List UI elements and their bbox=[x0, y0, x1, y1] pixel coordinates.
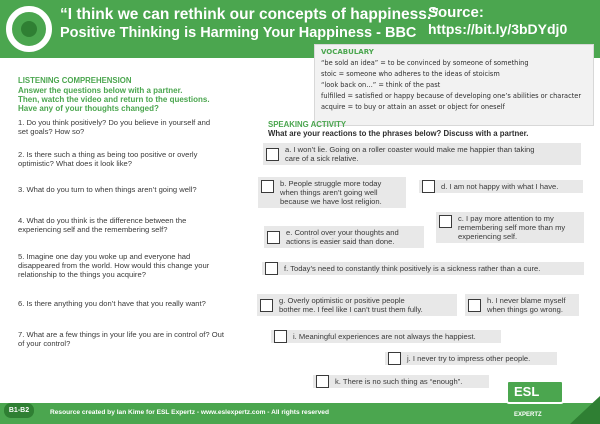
question-line: 7. What are a few things in your life you are in control of? Out bbox=[18, 330, 224, 339]
question-line: 4. What do you think is the difference between the bbox=[18, 216, 187, 225]
footer-credit: Resource created by Ian Kime for ESL Expertz - www.eslexpertz.com - All rights reserved bbox=[50, 409, 329, 416]
phrase-line: because we have lost religion. bbox=[280, 197, 382, 206]
phrase-b bbox=[258, 177, 406, 208]
brand-logo bbox=[506, 380, 564, 418]
page-subtitle: Positive Thinking is Harming Your Happiness - BBC bbox=[60, 25, 417, 41]
question-4 bbox=[18, 216, 186, 234]
phrase-line: e. Control over your thoughts and bbox=[286, 228, 399, 237]
phrase-h-checkbox[interactable] bbox=[468, 299, 481, 312]
phrase-e bbox=[264, 226, 424, 248]
phrase-d-checkbox[interactable] bbox=[422, 180, 435, 193]
instruction-line: Answer the questions below with a partner. bbox=[18, 86, 183, 95]
vocabulary-box bbox=[314, 44, 594, 126]
phrase-f bbox=[262, 262, 584, 275]
question-line: set goals? How so? bbox=[18, 127, 85, 136]
listening-instructions bbox=[18, 86, 210, 113]
phrase-line: g. Overly optimistic or positive people bbox=[279, 296, 405, 305]
phrase-a bbox=[263, 143, 581, 165]
source-label: Source: bbox=[428, 4, 484, 21]
phrase-j-checkbox[interactable] bbox=[388, 352, 401, 365]
phrase-i bbox=[271, 330, 501, 343]
question-3 bbox=[18, 185, 197, 194]
question-line: optimistic? What does it look like? bbox=[18, 159, 132, 168]
page-title: “I think we can rethink our concepts of happiness.” bbox=[60, 6, 439, 23]
vocabulary-item: “be sold an idea” = to be convinced by someone of something bbox=[321, 59, 529, 67]
phrase-line: i. Meaningful experiences are not always the happiest. bbox=[293, 332, 476, 341]
phrase-d bbox=[419, 180, 583, 193]
question-line: 5. Imagine one day you woke up and everyone had bbox=[18, 252, 191, 261]
question-line: 1. Do you think positively? Do you believe in yourself and bbox=[18, 118, 211, 127]
phrase-g bbox=[257, 294, 457, 316]
instruction-line: Have any of your thoughts changed? bbox=[18, 104, 159, 113]
phrase-i-checkbox[interactable] bbox=[274, 330, 287, 343]
phrase-b-checkbox[interactable] bbox=[261, 180, 274, 193]
question-line: 2. Is there such a thing as being too positive or overly bbox=[18, 150, 198, 159]
question-6 bbox=[18, 299, 206, 308]
question-2 bbox=[18, 150, 197, 168]
phrase-g-checkbox[interactable] bbox=[260, 299, 273, 312]
phrase-h bbox=[465, 294, 579, 316]
question-line: experiencing self and the remembering self? bbox=[18, 225, 168, 234]
phrase-line: d. I am not happy with what I have. bbox=[441, 182, 559, 191]
phrase-c bbox=[436, 212, 584, 243]
phrase-j bbox=[385, 352, 557, 365]
phrase-line: remembering self more than my bbox=[458, 223, 566, 232]
phrase-line: c. I pay more attention to my bbox=[458, 214, 554, 223]
question-5 bbox=[18, 252, 209, 279]
vocabulary-item: acquire = to buy or attain an asset or object for oneself bbox=[321, 103, 505, 111]
question-7 bbox=[18, 330, 224, 348]
phrase-line: experiencing self. bbox=[458, 232, 518, 241]
vocabulary-title: VOCABULARY bbox=[321, 48, 374, 56]
phrase-e-checkbox[interactable] bbox=[267, 231, 280, 244]
phrase-line: h. I never blame myself bbox=[487, 296, 566, 305]
question-line: disappeared from the world. How would this change your bbox=[18, 261, 210, 270]
question-line: 6. Is there anything you don’t have that you really want? bbox=[18, 299, 206, 308]
instruction-line: Then, watch the video and return to the questions. bbox=[18, 95, 210, 104]
phrase-k-checkbox[interactable] bbox=[316, 375, 329, 388]
speaking-prompt: What are your reactions to the phrases below? Discuss with a partner. bbox=[268, 129, 529, 138]
phrase-line: actions is easier said than done. bbox=[286, 237, 395, 246]
listening-title: LISTENING COMPREHENSION bbox=[18, 76, 132, 85]
phrase-line: bother me. I feel like I can’t trust them fully. bbox=[279, 305, 423, 314]
phrase-line: a. I won’t lie. Going on a roller coaster would make me happier than taking bbox=[285, 145, 535, 154]
phrase-line: k. There is no such thing as “enough”. bbox=[335, 377, 463, 386]
phrase-k bbox=[313, 375, 489, 388]
question-line: of your control? bbox=[18, 339, 71, 348]
vocabulary-item: stoic = someone who adheres to the ideas of stoicism bbox=[321, 70, 500, 78]
phrase-line: f. Today’s need to constantly think positively is a sickness rather than a cure. bbox=[284, 264, 541, 273]
phrase-line: b. People struggle more today bbox=[280, 179, 382, 188]
vocabulary-item: fulfilled = satisfied or happy because of developing one’s abilities or character bbox=[321, 92, 582, 100]
phrase-line: j. I never try to impress other people. bbox=[407, 354, 531, 363]
phrase-c-checkbox[interactable] bbox=[439, 215, 452, 228]
level-badge: B1-B2 bbox=[4, 403, 34, 418]
question-line: 3. What do you turn to when things aren’t going well? bbox=[18, 185, 197, 194]
phrase-f-checkbox[interactable] bbox=[265, 262, 278, 275]
vocabulary-item: “look back on…” = think of the past bbox=[321, 81, 441, 89]
question-1 bbox=[18, 118, 210, 136]
phrase-a-checkbox[interactable] bbox=[266, 148, 279, 161]
question-line: relationship to the things you acquire? bbox=[18, 270, 146, 279]
brand-main: ESL bbox=[514, 384, 540, 399]
phrase-line: when things go wrong. bbox=[487, 305, 563, 314]
speaking-title: SPEAKING ACTIVITY bbox=[268, 120, 347, 129]
source-link[interactable]: https://bit.ly/3bDYdj0 bbox=[428, 21, 568, 37]
logo-icon bbox=[6, 6, 52, 52]
brand-sub: EXPERTZ bbox=[514, 412, 542, 418]
phrase-line: when things aren’t going well bbox=[280, 188, 378, 197]
phrase-line: care of a sick relative. bbox=[285, 154, 359, 163]
